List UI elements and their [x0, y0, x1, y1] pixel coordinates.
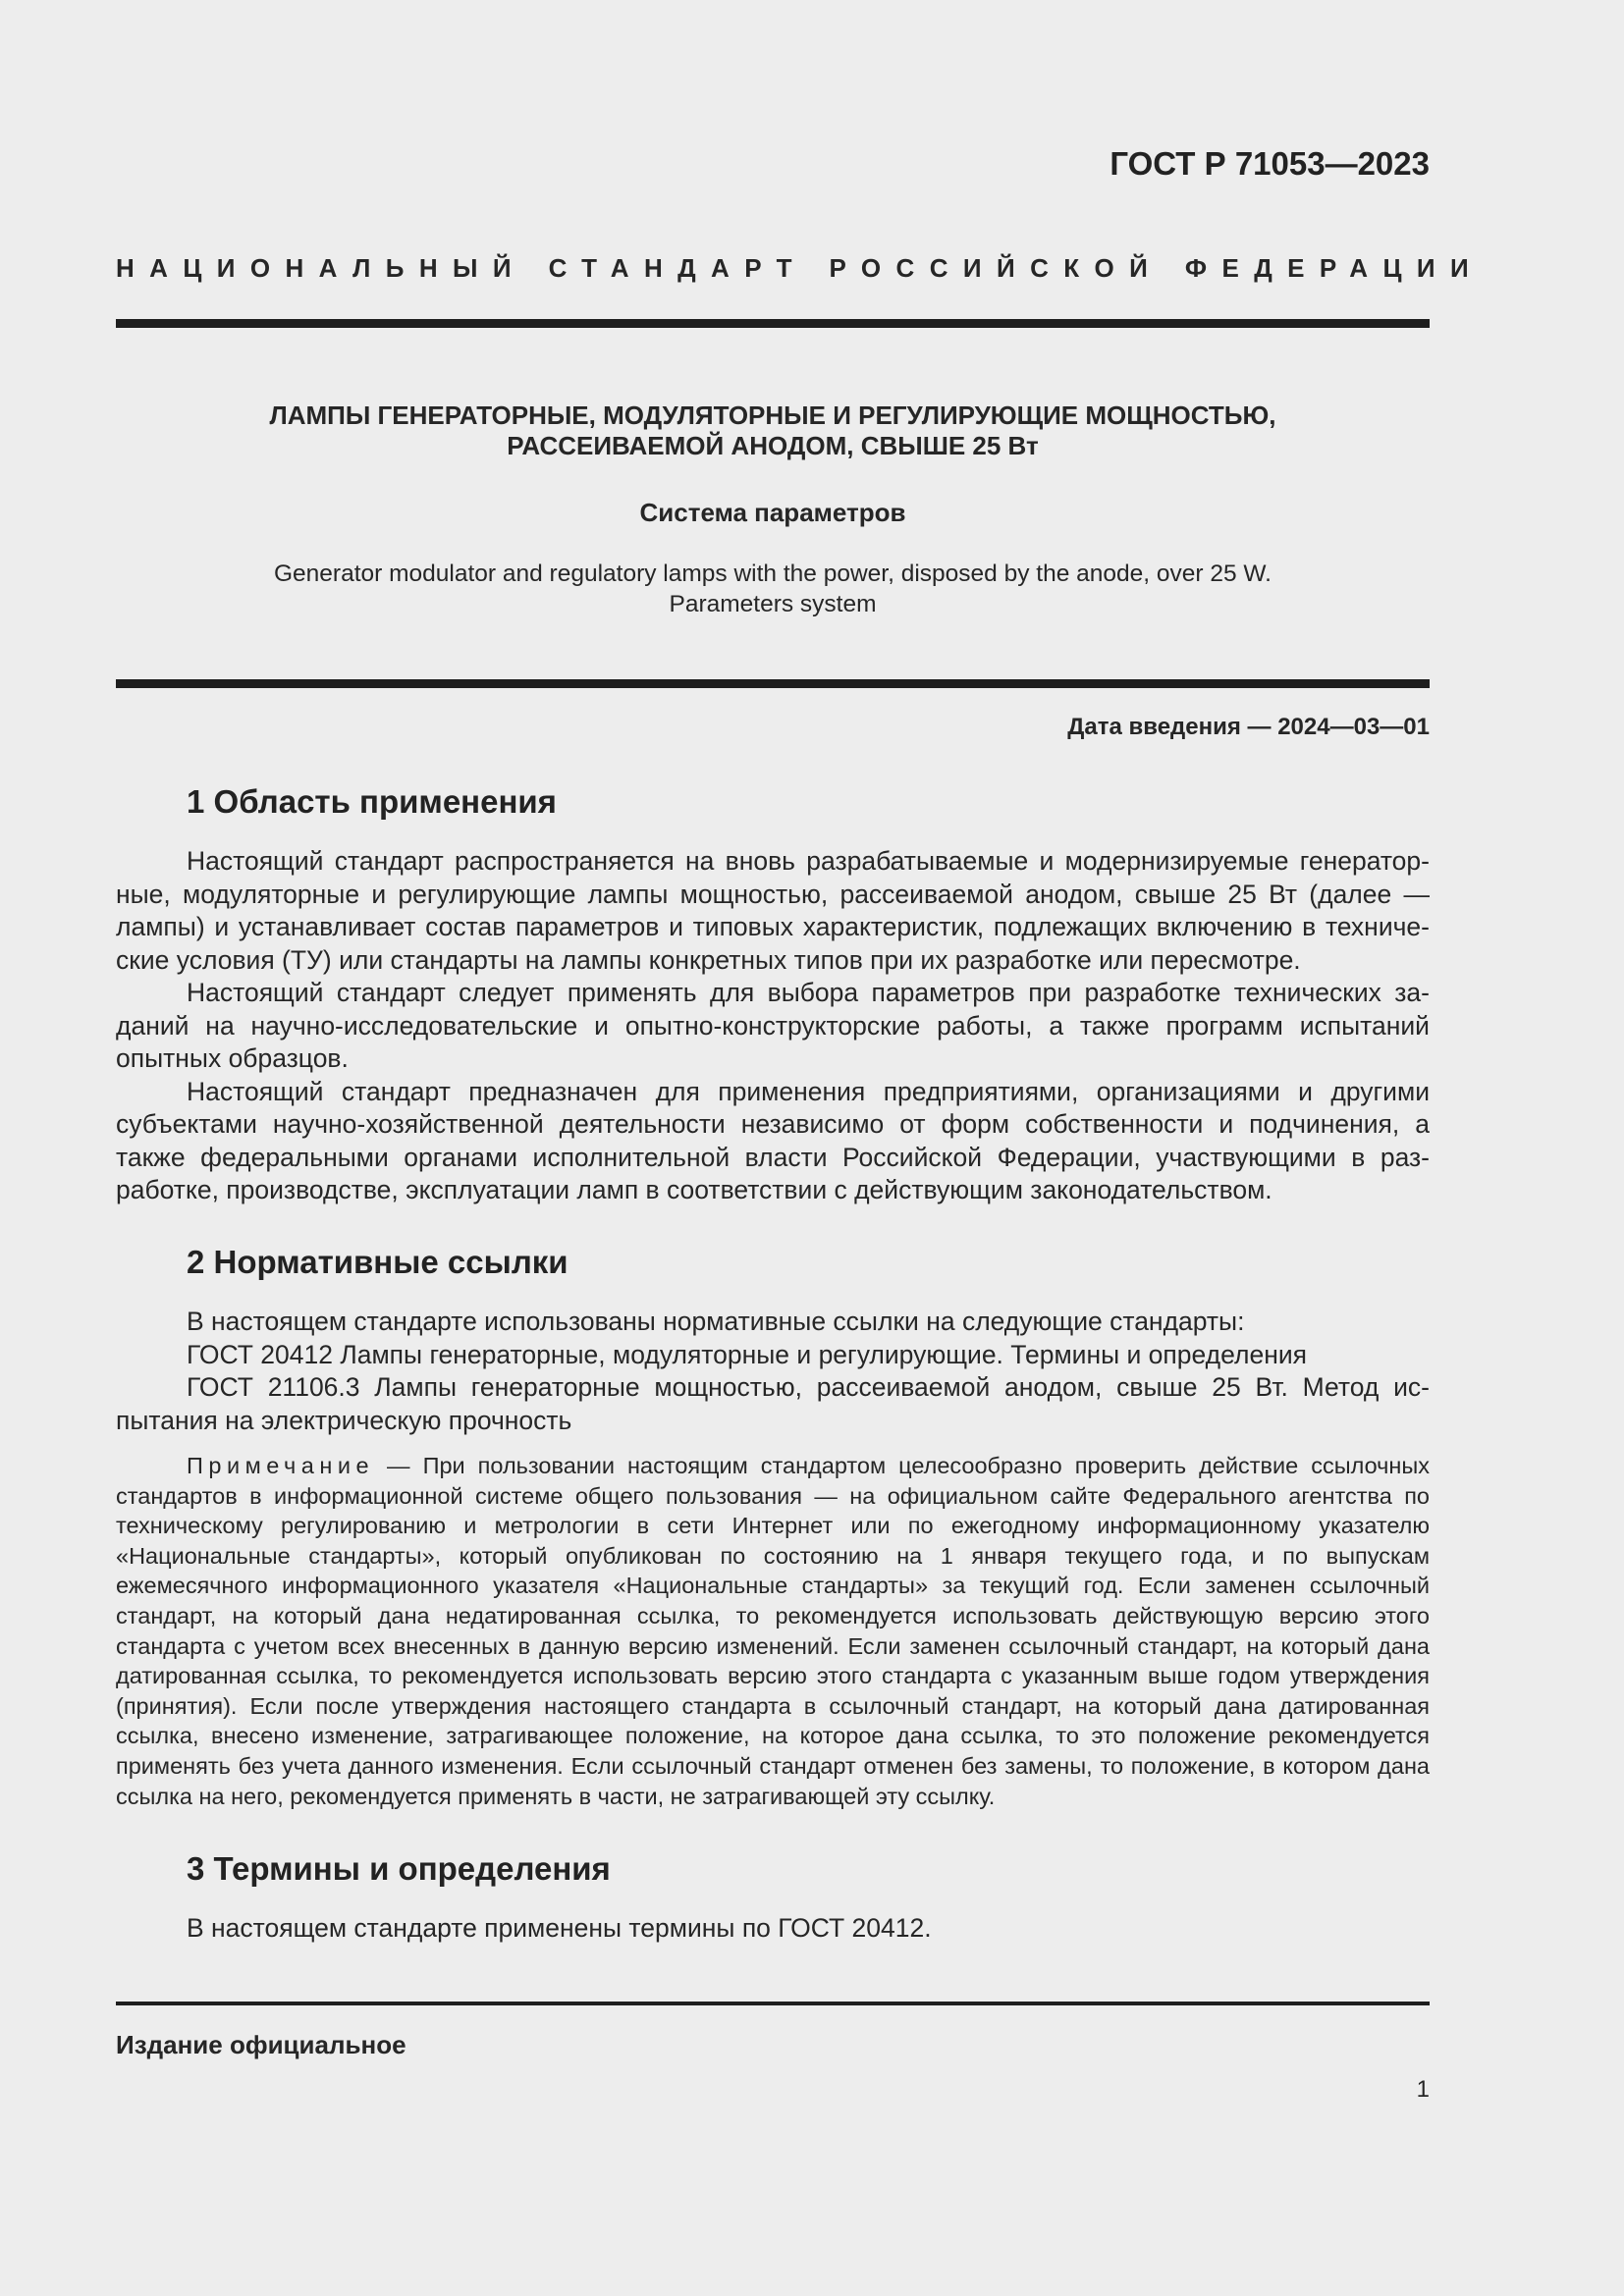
paragraph: В настоящем стандарте применены термины по ГОСТ 20412. — [187, 1913, 932, 1943]
english-title — [116, 559, 1430, 619]
section-heading: 3 Термины и определения — [187, 1850, 611, 1887]
document-page — [116, 0, 1485, 2296]
title-bottom-rule — [116, 679, 1430, 688]
section-heading: 2 Нормативные ссылки — [187, 1244, 568, 1280]
section-heading: 1 Область применения — [187, 783, 557, 820]
english-title-line-2: Parameters system — [669, 591, 877, 617]
document-title — [116, 400, 1430, 461]
paragraph: Настоящий стандарт следует применять для выбора параметров при разработке технических заданий на научно-исследовательские и опытно-конструкторские работы, а также программ испытаний опытных образцов. — [116, 978, 1430, 1073]
paragraph: В настоящем стандарте использованы нормативные ссылки на следующие стандарты: — [187, 1307, 1245, 1336]
document-code: ГОСТ Р 71053—2023 — [1110, 145, 1430, 182]
section-terms-definitions-body — [116, 1912, 1430, 1946]
note-paragraph — [116, 1451, 1430, 1811]
section-normative-references — [116, 1244, 1430, 1281]
english-title-line-1: Generator modulator and regulatory lamps with the power, disposed by the anode, over 25 W. — [274, 561, 1272, 587]
footer-rule — [116, 2002, 1430, 2005]
top-rule — [116, 319, 1430, 328]
section-scope — [116, 783, 1430, 821]
paragraph: Настоящий стандарт предназначен для применения предприятиями, организациями и другими субъектами научно-хозяйственной деятельности независимо от форм собственности и подчинения, а также федеральными органами исполнительной власти Российской Федерации, участвующими в разработке, производстве, эксплуатации ламп в соответствии с действующим законодательством. — [116, 1076, 1430, 1204]
note-block — [116, 1451, 1430, 1811]
paragraph: ГОСТ 21106.3 Лампы генераторные мощностью, рассеиваемой анодом, свыше 25 Вт. Метод испытания на электрическую прочность — [116, 1372, 1430, 1435]
title-line-2: РАССЕИВАЕМОЙ АНОДОМ, СВЫШЕ 25 Вт — [507, 431, 1039, 460]
introduction-date: Дата введения — 2024—03—01 — [1067, 714, 1430, 740]
official-edition-label: Издание официальное — [116, 2030, 406, 2059]
section-scope-body — [116, 845, 1430, 1207]
note-text: — При пользовании настоящим стандартом целесообразно проверить действие ссылочных стандартов в информационной системе общего пользования — на официальном сайте Федерального агентства по техническому регулированию и метрологии в сети Интернет или по ежегодному информационному указателю «Национальные стандарты», который опубликован по состоянию на 1 января текущего года, и по выпускам ежемесячного информационного указателя «Национальные стандарты» за текущий год. Если заменен ссылочный стандарт, на который дана недатированная ссылка, то рекомендуется использовать действующую версию этого стандарта с учетом всех внесенных в данную версию изменений. Если заменен ссылочный стандарт, на который дана датированная ссылка, то рекомендуется использовать версию этого стандарта с указанным выше годом утверждения (принятия). Если после утверждения настоящего стандарта в ссылочный стандарт, на который дана датированная ссылка, внесено изменение, затрагивающее положение, на которое дана ссылка, то это положение рекомендуется применять без учета данного изменения. Если ссылочный стандарт отменен без замены, то положение, в котором дана ссылка на него, рекомендуется применять в части, не затрагивающей эту ссылку. — [116, 1453, 1430, 1809]
paragraph: ГОСТ 20412 Лампы генераторные, модуляторные и регулирующие. Термины и определения — [187, 1339, 1307, 1369]
note-label: Примечание — [187, 1453, 375, 1478]
section-normative-references-body — [116, 1306, 1430, 1437]
paragraph: Настоящий стандарт распространяется на вновь разрабатываемые и модернизируемые генераторные, модуляторные и регулирующие лампы мощностью, рассеиваемой анодом, свыше 25 Вт (далее — лампы) и устанавливает состав параметров и типовых характеристик, подлежащих включению в технические условия (ТУ) или стандарты на лампы конкретных типов при их разработке или пересмотре. — [116, 846, 1430, 975]
national-standard-banner: НАЦИОНАЛЬНЫЙ СТАНДАРТ РОССИЙСКОЙ ФЕДЕРАЦИИ — [116, 253, 1485, 283]
section-terms-definitions — [116, 1850, 1430, 1888]
page-number: 1 — [1416, 2076, 1430, 2103]
title-line-1: ЛАМПЫ ГЕНЕРАТОРНЫЕ, МОДУЛЯТОРНЫЕ И РЕГУЛИРУЮЩИЕ МОЩНОСТЬЮ, — [269, 400, 1276, 430]
document-subtitle: Система параметров — [639, 498, 906, 527]
